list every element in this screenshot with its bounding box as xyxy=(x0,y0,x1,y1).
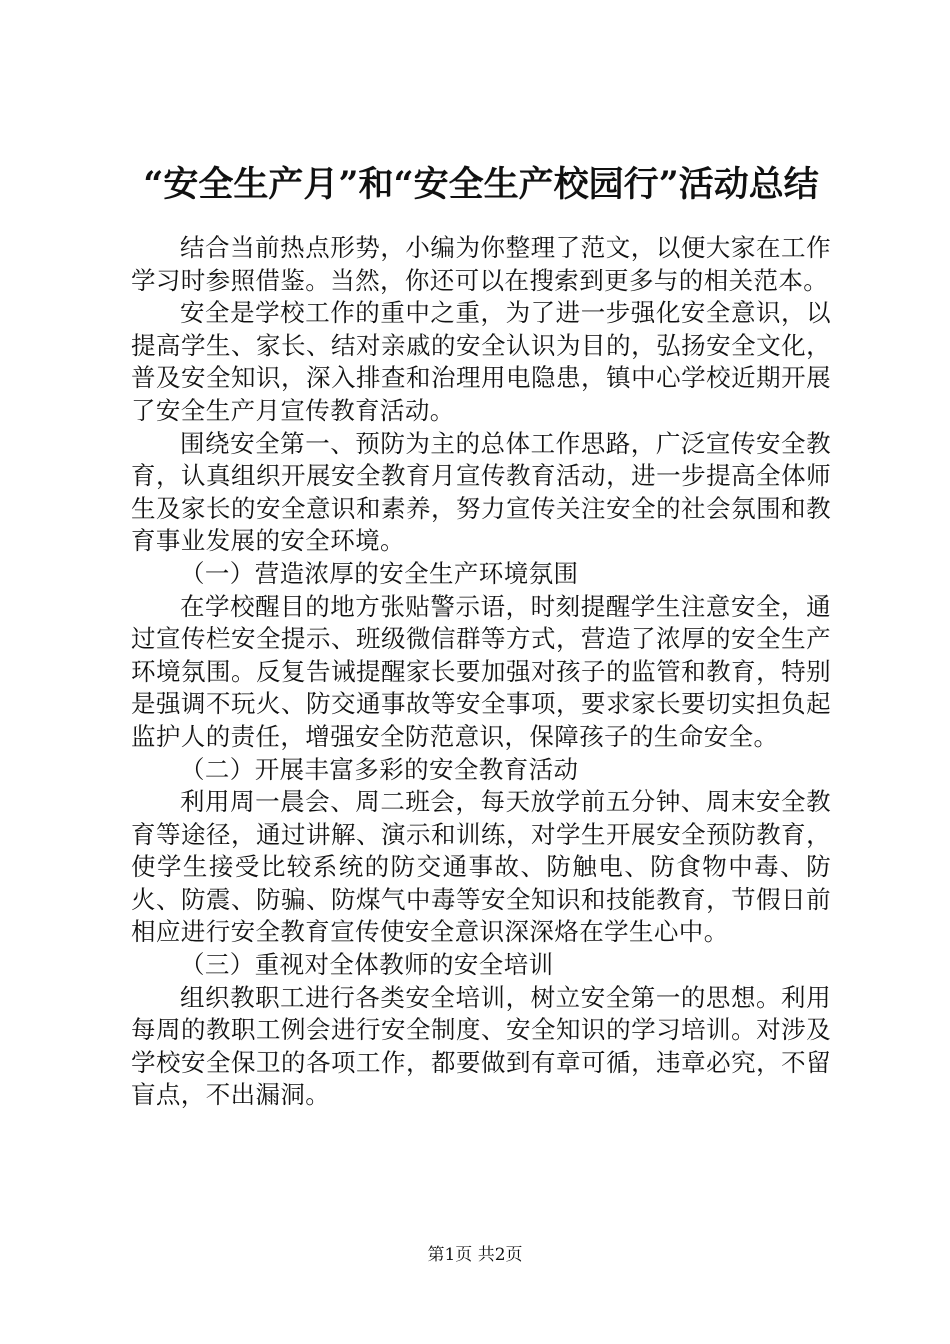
page-footer: 第1页 共2页 xyxy=(427,1245,523,1265)
section-text-atmosphere: 在学校醒目的地方张贴警示语，时刻提醒学生注意安全，通过宣传栏安全提示、班级微信群等方式，营造了浓厚的安全生产环境氛围。反复告诫提醒家长要加强对孩子的监管和教育，特别是强调不玩火、防交通事故等安全事项，要求家长要切实担负起监护人的责任，增强安全防范意识，保障孩子的生命安全。 xyxy=(131,591,831,751)
document-page xyxy=(131,152,831,1112)
section-heading-atmosphere: （一）营造浓厚的安全生产环境氛围 xyxy=(180,558,579,588)
section-heading-activities: （二）开展丰富多彩的安全教育活动 xyxy=(180,754,579,784)
section-text-activities: 利用周一晨会、周二班会，每天放学前五分钟、周末安全教育等途径，通过讲解、演示和训练，对学生开展安全预防教育，使学生接受比较系统的防交通事故、防触电、防食物中毒、防火、防震、防骗、防煤气中毒等安全知识和技能教育，节假日前相应进行安全教育宣传使安全意识深深烙在学生心中。 xyxy=(131,787,831,947)
document-title: “安全生产月”和“安全生产校园行”活动总结 xyxy=(143,164,819,205)
paragraph-intro: 结合当前热点形势，小编为你整理了范文，以便大家在工作学习时参照借鉴。当然，你还可以在搜索到更多与的相关范本。 xyxy=(131,233,831,295)
section-text-training: 组织教职工进行各类安全培训，树立安全第一的思想。利用每周的教职工例会进行安全制度、安全知识的学习培训。对涉及学校安全保卫的各项工作，都要做到有章可循，违章必究，不留盲点，不出漏洞。 xyxy=(131,982,831,1110)
section-heading-training: （三）重视对全体教师的安全培训 xyxy=(180,950,554,980)
paragraph-background: 安全是学校工作的重中之重，为了进一步强化安全意识，以提高学生、家长、结对亲戚的安全认识为目的，弘扬安全文化，普及安全知识，深入排查和治理用电隐患，镇中心学校近期开展了安全生产月宣传教育活动。 xyxy=(131,298,831,425)
paragraph-approach: 围绕安全第一、预防为主的总体工作思路，广泛宣传安全教育，认真组织开展安全教育月宣传教育活动，进一步提高全体师生及家长的安全意识和素养，努力宣传关注安全的社会氛围和教育事业发展的安全环境。 xyxy=(131,428,831,556)
document-body xyxy=(131,232,831,1112)
